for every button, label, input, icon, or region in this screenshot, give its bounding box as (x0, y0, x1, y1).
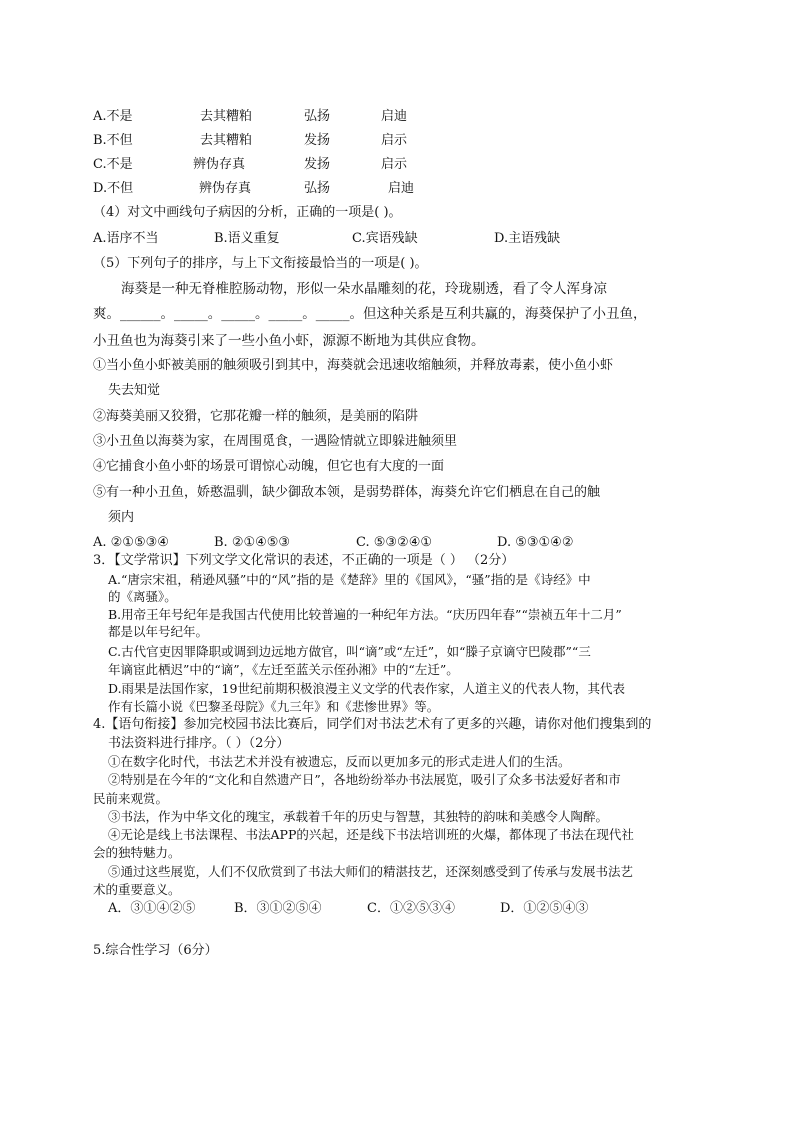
material-line: 会的独特魅力。 (93, 845, 181, 860)
option-line: 年谪宦此栖迟”中的“谪”，《左迁至蓝关示侄孙湘》中的“左迁”。 (108, 662, 459, 677)
passage-line: 爽。______。_____。_____。_____。_____。但这种关系是互利共赢的，海葵保护了小丑鱼， (93, 306, 647, 322)
question-3-stem: 3．【文学常识】下列文学文化常识的表述，不正确的一项是（ ） （2分） (93, 553, 515, 568)
option-line: B.用帝王年号纪年是我国古代使用比较普遍的一种纪年方法。“庆历四年春”“崇祯五年十二月” (108, 607, 622, 622)
choice-c: C. ⑤③②④① (356, 535, 433, 550)
choice-a: A．③①④②⑤ (108, 901, 196, 916)
sentence-line: 失去知觉 (108, 383, 161, 398)
question-5b-title: 5.综合性学习（6分） (93, 943, 218, 958)
choice-b: B．③①②⑤④ (234, 901, 322, 916)
sentence-line: ⑤有一种小丑鱼，娇憨温驯，缺少御敌本领，是弱势群体，海葵允许它们栖息在自己的触 (93, 485, 601, 500)
sentence-line: ④它捕食小鱼小虾的场景可谓惊心动魄，但它也有大度的一面 (93, 459, 445, 474)
sentence-line: 须内 (108, 510, 135, 525)
passage-line: 小丑鱼也为海葵引来了一些小鱼小虾，源源不断地为其供应食物。 (93, 333, 485, 349)
sentence-line: ③小丑鱼以海葵为家，在周围觅食，一遇险情就立即躲进触须里 (93, 434, 458, 449)
option-col3: 发扬 (304, 157, 331, 172)
option-line: C.古代官吏因罪降职或调到边远地方做官，叫“谪”或“左迁”，如“滕子京谪守巴陵郡”“三 (108, 644, 591, 659)
option-col3: 发扬 (304, 133, 331, 148)
choice-b: B. ②①④⑤③ (214, 535, 291, 550)
option-letter: A.不是 (93, 109, 133, 124)
option-col3: 弘扬 (304, 181, 331, 196)
material-line: ③书法，作为中华文化的瑰宝，承载着千年的历史与智慧，其独特的韵味和美感令人陶醉。 (108, 809, 609, 824)
option-col2: 辨伪存真 (193, 157, 246, 172)
option-letter: C.不是 (93, 157, 133, 172)
option-col4: 启示 (381, 157, 408, 172)
option-col2: 辨伪存真 (199, 181, 252, 196)
choice-b: B.语义重复 (214, 231, 280, 246)
choice-a: A.语序不当 (93, 231, 159, 246)
choice-c: C.宾语残缺 (352, 231, 418, 246)
material-line: 民前来观赏。 (93, 791, 169, 806)
sentence-line: ②海葵美丽又狡猾，它那花瓣一样的触须，是美丽的陷阱 (93, 409, 419, 424)
material-line: 术的重要意义。 (93, 882, 181, 897)
option-col4: 启示 (381, 133, 408, 148)
material-line: ⑤通过这些展览，人们不仅欣赏到了书法大师们的精湛技艺，还深刻感受到了传承与发展书法艺 (108, 864, 634, 879)
option-letter: D.不但 (93, 181, 134, 196)
choice-c: C．①②⑤③④ (367, 901, 455, 916)
option-line: D.雨果是法国作家，19世纪前期积极浪漫主义文学的代表作家，人道主义的代表人物，其代表 (108, 681, 625, 696)
option-col3: 弘扬 (304, 109, 331, 124)
question-4b-stem: 4.【语句衔接】参加完校园书法比赛后，同学们对书法艺术有了更多的兴趣，请你对他们搜集到的 (93, 717, 652, 732)
option-col4: 启迪 (388, 181, 415, 196)
question-4b-stem-cont: 书法资料进行排序。（ ）（2分） (108, 736, 290, 751)
option-line: 作有长篇小说《巴黎圣母院》《九三年》和《悲惨世界》等。 (108, 699, 440, 714)
question-5-stem: （5）下列句子的排序，与上下文衔接最恰当的一项是( )。 (93, 256, 428, 271)
material-line: ①在数字化时代，书法艺术并没有被遗忘，反而以更加多元的形式走进人们的生活。 (108, 754, 571, 769)
material-line: ④无论是线上书法课程、书法APP的兴起，还是线下书法培训班的火爆，都体现了书法在现代社 (108, 827, 634, 842)
option-line: A.“唐宗宋祖，稍逊风骚”中的“风”指的是《楚辞》里的《国风》，“骚”指的是《诗经》中 (108, 572, 591, 587)
option-col2: 去其糟粕 (200, 133, 253, 148)
question-4-stem: （4）对文中画线句子病因的分析，正确的一项是( )。 (93, 205, 402, 220)
option-line: 都是以年号纪年。 (108, 624, 209, 639)
sentence-line: ①当小鱼小虾被美丽的触须吸引到其中，海葵就会迅速收缩触须，并释放毒素，使小鱼小虾 (93, 358, 614, 373)
option-line: 的《离骚》。 (108, 589, 177, 604)
choice-d: D. ⑤③①④② (497, 535, 574, 550)
option-col2: 去其糟粕 (200, 109, 253, 124)
passage-line: 海葵是一种无脊椎腔肠动物，形似一朵水晶雕刻的花，玲珑剔透，看了令人浑身凉 (121, 281, 607, 297)
material-line: ②特别是在今年的“文化和自然遗产日”，各地纷纷举办书法展览，吸引了众多书法爱好者和市 (108, 772, 621, 787)
choice-d: D.主语残缺 (494, 231, 561, 246)
option-col4: 启迪 (381, 109, 408, 124)
choice-d: D．①②⑤④③ (500, 901, 589, 916)
option-letter: B.不但 (93, 133, 133, 148)
choice-a: A. ②①⑤③④ (93, 535, 169, 550)
